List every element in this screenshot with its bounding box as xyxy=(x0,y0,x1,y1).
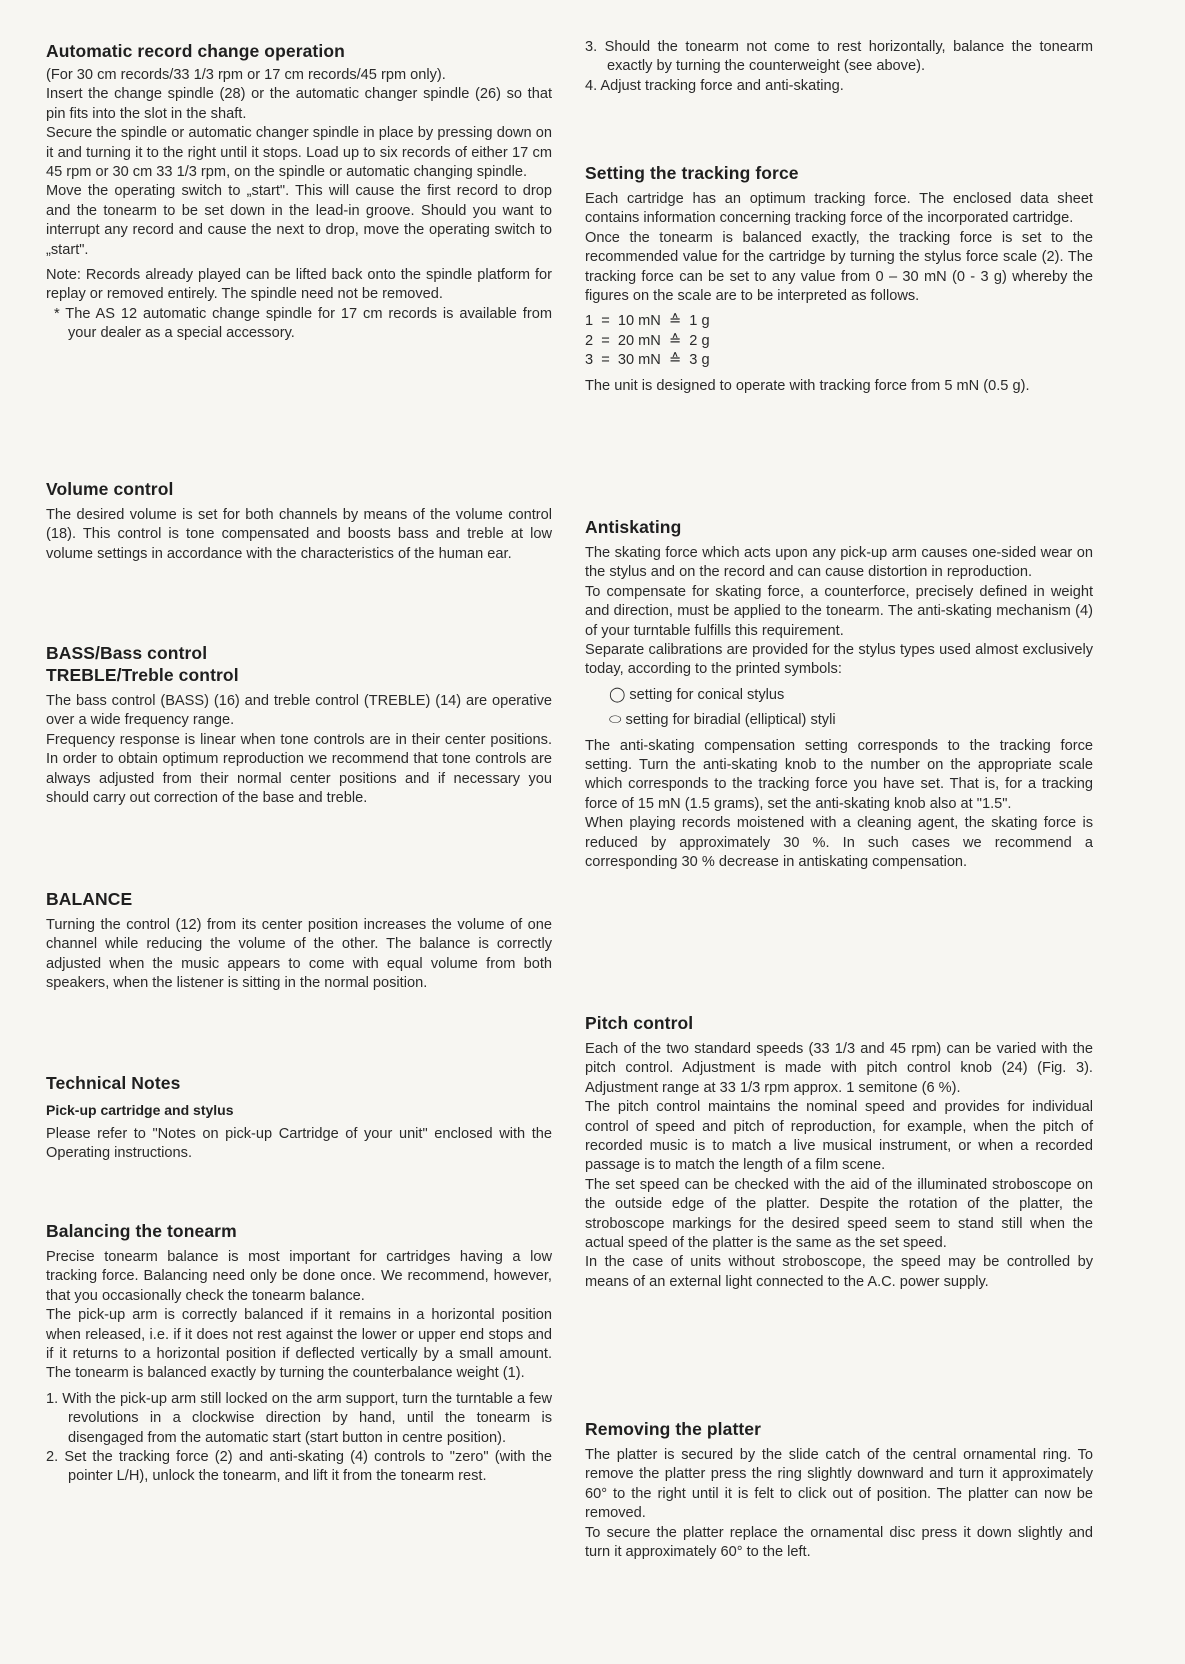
list-item: 4. Adjust tracking force and anti-skating. xyxy=(585,77,844,94)
paragraph: Please refer to "Notes on pick-up Cartridge of your unit" enclosed with the Operating instructions. xyxy=(46,1126,552,1162)
list-item: 1. With the pick-up arm still locked on the arm support, turn the turntable a few revolutions in a clockwise direction by hand, until the tonearm is disengaged from the automatic start (start button in centre position). xyxy=(46,1390,552,1446)
conical-stylus-setting: ◯ setting for conical stylus xyxy=(609,686,785,703)
paragraph: The anti-skating compensation setting corresponds to the tracking force setting. Turn the anti-skating knob to the number on the appropriate scale which corresponds to the tracking force you have set. That is, for a tracking force of 15 mN (1.5 grams), set the anti-skating knob also at "1.5". xyxy=(585,737,1093,812)
section-pitch-control xyxy=(585,1012,1093,1292)
scale-row: 2 = 20 mN ≙ 2 g xyxy=(585,332,710,349)
steps-list xyxy=(46,1390,552,1487)
section-removing-platter xyxy=(585,1418,1093,1562)
section-automatic-record-change xyxy=(46,40,552,344)
section-antiskating xyxy=(585,516,1093,873)
section-title: Balancing the tonearm xyxy=(46,1221,237,1241)
section-title: BALANCE xyxy=(46,889,133,909)
force-scale-table xyxy=(585,312,1093,370)
paragraph: Each of the two standard speeds (33 1/3 and 45 rpm) can be varied with the pitch control. Adjustment is made with pitch control knob (24) (Fig. 3). Adjustment range at 33 1/3 rpm approx. 1 semitone (6 %). xyxy=(585,1041,1093,1096)
paragraph: Insert the change spindle (28) or the automatic changer spindle (26) so that pin fits into the slot in the shaft. xyxy=(46,86,552,122)
section-title: Automatic record change operation xyxy=(46,41,345,61)
section-steps-continued xyxy=(585,38,1093,96)
paragraph: To compensate for skating force, a counterforce, precisely defined in weight and direction, must be applied to the tonearm. The anti-skating mechanism (4) of your turntable fulfills this requirement. xyxy=(585,583,1093,639)
section-title: Setting the tracking force xyxy=(585,163,799,183)
section-title: Technical Notes xyxy=(46,1073,181,1093)
paragraph: (For 30 cm records/33 1/3 rpm or 17 cm records/45 rpm only). xyxy=(46,67,446,83)
section-volume-control xyxy=(46,478,552,564)
paragraph: The platter is secured by the slide catch of the central ornamental ring. To remove the platter press the ring slightly downward and turn it approximately 60° to the right until it is felt to click out of position. The platter can now be removed. xyxy=(585,1447,1093,1522)
paragraph: The pitch control maintains the nominal speed and provides for individual control of speed and pitch of reproduction, for example, when the pitch of recorded music is to match a live musical instrument, or when a recorded passage is to match the length of a film scene. xyxy=(585,1099,1093,1174)
paragraph: Frequency response is linear when tone controls are in their center positions. In order to obtain optimum reproduction we recommend that tone controls are always adjusted from their normal center positions and if necessary you should carry out correction of the base and treble. xyxy=(46,731,552,807)
paragraph: Move the operating switch to „start". This will cause the first record to drop and the tonearm to be set down in the lead-in groove. Should you want to interrupt any record and cause the next to drop, move the operating switch to „start". xyxy=(46,183,552,258)
section-title: Volume control xyxy=(46,479,174,499)
section-technical-notes xyxy=(46,1072,552,1164)
accessory-note: * The AS 12 automatic change spindle for 17 cm records is available from your dealer as a special accessory. xyxy=(54,305,552,342)
paragraph: Once the tonearm is balanced exactly, the tracking force is set to the recommended value for the cartridge by turning the stylus force scale (2). The tracking force can be set to any value from 0 – 30 mN (0 - 3 g) whereby the figures on the scale are to be interpreted as follows. xyxy=(585,229,1093,305)
scale-row: 1 = 10 mN ≙ 1 g xyxy=(585,313,710,330)
list-item: 3. Should the tonearm not come to rest horizontally, balance the tonearm exactly by turning the counterweight (see above). xyxy=(585,39,1093,75)
section-balance xyxy=(46,888,552,994)
biradial-stylus-setting: ⬭ setting for biradial (elliptical) styli xyxy=(609,712,836,729)
paragraph: Each cartridge has an optimum tracking force. The enclosed data sheet contains information concerning tracking force of the incorporated cartridge. xyxy=(585,191,1093,227)
paragraph: The pick-up arm is correctly balanced if it remains in a horizontal position when released, i.e. if it does not rest against the lower or upper end stops and if it returns to a horizontal position if deflected vertically by a small amount. The tonearm is balanced exactly by turning the counterbalance weight (1). xyxy=(46,1307,552,1382)
paragraph: The set speed can be checked with the aid of the illuminated stroboscope on the outside edge of the platter. Despite the rotation of the platter, the stroboscope markings for the desired speed seem to stand still when the actual speed of the platter is the same as the set speed. xyxy=(585,1176,1093,1252)
note-paragraph: Note: Records already played can be lifted back onto the spindle platform for replay or removed entirely. The spindle need not be removed. xyxy=(46,267,552,303)
section-title: TREBLE/Treble control xyxy=(46,665,239,685)
section-title: Pitch control xyxy=(585,1013,694,1033)
paragraph: When playing records moistened with a cleaning agent, the skating force is reduced by approximately 30 %. In such cases we recommend a corresponding 30 % decrease in antiskating compensation. xyxy=(585,815,1093,871)
paragraph: The unit is designed to operate with tracking force from 5 mN (0.5 g). xyxy=(585,377,1030,394)
paragraph: Precise tonearm balance is most important for cartridges having a low tracking force. Balancing need only be done once. We recommend, however, that you occasionally check the tonearm balance. xyxy=(46,1249,552,1304)
paragraph: The desired volume is set for both channels by means of the volume control (18). This control is tone compensated and boosts bass and treble at low volume settings in accordance with the characteristics of the human ear. xyxy=(46,507,552,562)
paragraph: Separate calibrations are provided for the stylus types used almost exclusively today, according to the printed symbols: xyxy=(585,642,1093,678)
list-item: 2. Set the tracking force (2) and anti-skating (4) controls to "zero" (with the pointer L/H), unlock the tonearm, and lift it from the tonearm rest. xyxy=(46,1449,552,1485)
paragraph: Turning the control (12) from its center position increases the volume of one channel while reducing the volume of the other. The balance is correctly adjusted when the music appears to come with equal volume from both speakers, when the listener is sitting in the normal position. xyxy=(46,917,552,992)
section-title: Antiskating xyxy=(585,517,682,537)
paragraph: To secure the platter replace the ornamental disc press it down slightly and turn it approximately 60° to the left. xyxy=(585,1524,1093,1561)
section-bass-treble xyxy=(46,642,552,808)
subsection-title: Pick-up cartridge and stylus xyxy=(46,1102,234,1118)
section-title: Removing the platter xyxy=(585,1419,762,1439)
paragraph: Secure the spindle or automatic changer spindle in place by pressing down on it and turning it to the right until it stops. Load up to six records of either 17 cm 45 rpm or 30 cm 33 1/3 rpm, on the spindle or automatic changing spindle. xyxy=(46,125,552,181)
paragraph: The bass control (BASS) (16) and treble control (TREBLE) (14) are operative over a wide frequency range. xyxy=(46,693,552,729)
section-tracking-force xyxy=(585,162,1093,396)
paragraph: The skating force which acts upon any pick-up arm causes one-sided wear on the stylus and on the record and can cause distortion in reproduction. xyxy=(585,545,1093,581)
section-balancing-tonearm xyxy=(46,1220,552,1487)
paragraph: In the case of units without stroboscope, the speed may be controlled by means of an external light connected to the A.C. power supply. xyxy=(585,1254,1093,1290)
steps-list xyxy=(585,38,1093,96)
scale-row: 3 = 30 mN ≙ 3 g xyxy=(585,352,710,369)
section-title: BASS/Bass control xyxy=(46,643,208,663)
